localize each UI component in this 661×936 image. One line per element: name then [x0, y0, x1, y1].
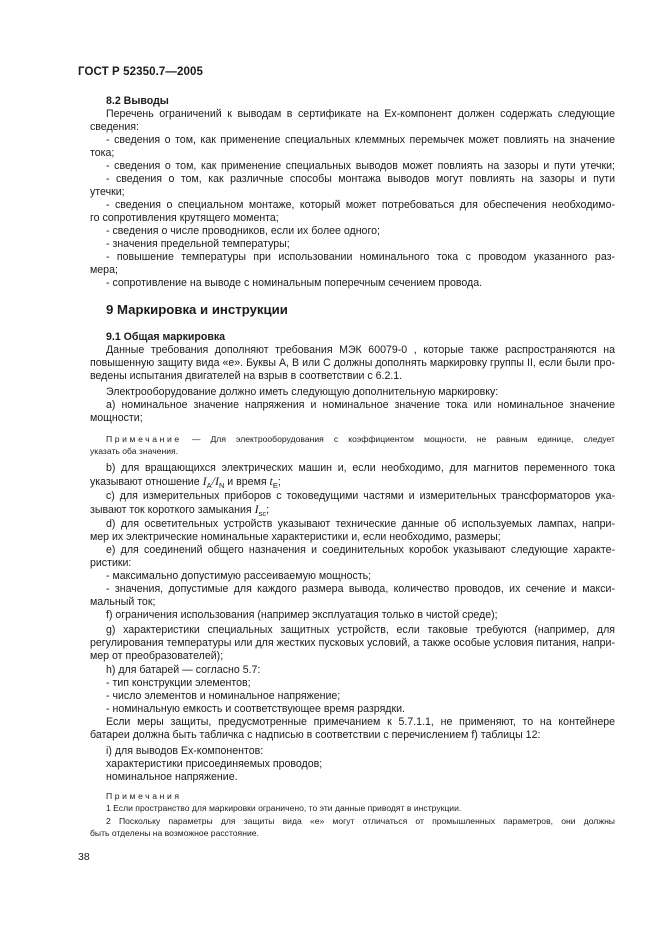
- note-line: [106, 434, 615, 445]
- list-item: - число элементов и номинальное напряжение;: [106, 690, 341, 702]
- text-line: ведены испытания двигателей на взрыв в соответствии с 6.2.1.: [90, 370, 403, 382]
- formula-isc: I: [254, 502, 259, 516]
- notes-heading: Примечания: [106, 791, 182, 801]
- text-fragment: ;: [277, 476, 281, 488]
- list-item: - сопротивление на выводе с номинальным поперечным сечением провода.: [106, 277, 483, 289]
- section-heading-9-1: 9.1 Общая маркировка: [106, 331, 226, 343]
- document-header: ГОСТ Р 52350.7—2005: [78, 66, 203, 78]
- note-line: быть отделены на возможное расстояние.: [90, 828, 259, 838]
- list-item: - сведения о том, как различные способы монтажа выводов могут повлиять на зазоры и пути: [106, 173, 615, 185]
- list-item: f) ограничения использования (например эксплуатация только в чистой среде);: [106, 609, 498, 621]
- formula-subscript: A: [206, 481, 212, 491]
- note-line: указать оба значения.: [90, 446, 179, 456]
- text-line: Электрооборудование должно иметь следующую дополнительную маркировку:: [106, 386, 499, 398]
- text-line: тока;: [90, 147, 115, 159]
- text-line: повышенную защиту вида «е». Буквы А, В или С должны дополнять маркировку группы II, если были про-: [90, 357, 615, 369]
- text-line: мальный ток;: [90, 596, 156, 608]
- text-line: регулирования температуры или для жестких пусковых условий, а также особые условия питания, напри-: [90, 637, 615, 649]
- list-item: - сведения о том, как применение специальных выводов может повлиять на зазоры и пути утечки;: [106, 160, 615, 172]
- text-fragment: и время: [224, 476, 270, 488]
- list-item: - значения предельной температуры;: [106, 238, 290, 250]
- list-item: e) для соединений общего назначения и соединительных коробок указывают следующие характе-: [106, 544, 615, 556]
- text-fragment: зывают ток короткого замыкания: [90, 504, 255, 516]
- list-item: i) для выводов Ех-компонентов:: [106, 745, 264, 757]
- note-line: 2 Поскольку параметры для защиты вида «е» могут отличаться от промышленных параметров, они должны: [106, 816, 615, 826]
- list-item: - повышение температуры при использовании номинального тока с проводом указанного раз-: [106, 251, 615, 263]
- formula-subscript: E: [272, 481, 278, 491]
- list-item: h) для батарей — согласно 5.7:: [106, 664, 261, 676]
- section-heading-8-2: 8.2 Выводы: [106, 95, 169, 107]
- list-item: - номинальную емкость и соответствующее время разрядки.: [106, 703, 405, 715]
- text-line: мера;: [90, 264, 118, 276]
- section-heading-9: 9 Маркировка и инструкции: [106, 302, 288, 317]
- list-item: b) для вращающихся электрических машин и, если необходимо, для магнитов переменного тока: [106, 462, 615, 474]
- list-item: c) для измерительных приборов с токоведущими частями и измерительных трансформаторов ука-: [106, 490, 615, 502]
- text-line: мощности;: [90, 412, 143, 424]
- text-line: ристики:: [90, 557, 132, 569]
- note-text: — Для электрооборудования с коэффициентом мощности, не равным единице, следует: [181, 434, 615, 444]
- text-line: Если меры защиты, предусмотренные примечанием к 5.7.1.1, не применяют, то на контейнере: [106, 716, 615, 728]
- list-item: a) номинальное значение напряжения и номинальное значение тока или номинальное значение: [106, 399, 615, 411]
- text-fragment: ;: [266, 504, 270, 516]
- note-line: 1 Если пространство для маркировки ограничено, то эти данные приводят в инструкции.: [106, 803, 462, 813]
- formula-te: t: [269, 474, 273, 488]
- note-label: Примечание: [106, 434, 182, 444]
- text-line: характеристики присоединяемых проводов;: [106, 758, 323, 770]
- list-item: d) для осветительных устройств указывают технические данные об используемых лампах, напри-: [106, 518, 615, 530]
- text-line: го сопротивления крутящего момента;: [90, 212, 279, 224]
- page-number: 38: [78, 851, 90, 863]
- text-line: Перечень ограничений к выводам в сертификате на Ех-компонент должен содержать следующие: [106, 108, 615, 120]
- formula-slash: /: [211, 474, 215, 488]
- text-line: сведения:: [90, 121, 139, 133]
- list-item: - тип конструкции элементов;: [106, 677, 251, 689]
- list-item: - сведения о том, как применение специальных клеммных перемычек может повлиять на значение: [106, 134, 615, 146]
- list-item: - максимально допустимую рассеиваемую мощность;: [106, 570, 372, 582]
- text-line: утечки;: [90, 186, 125, 198]
- list-item: g) характеристики специальных защитных устройств, если таковые требуются (например, для: [106, 624, 615, 636]
- list-item: - значения, допустимые для каждого размера вывода, количество проводов, их сечение и макси-: [106, 583, 615, 595]
- formula-subscript: N: [218, 481, 225, 491]
- text-line: мер от преобразователей);: [90, 650, 224, 662]
- list-item: - сведения о специальном монтаже, который может потребоваться для обеспечения необходимо-: [106, 199, 615, 211]
- text-line: батареи должна быть табличка с надписью в соответствии с перечислением f) таблицы 12:: [90, 729, 541, 741]
- list-item: - сведения о числе проводников, если их более одного;: [106, 225, 380, 237]
- text-line: номинальное напряжение.: [106, 771, 238, 783]
- text-line: Данные требования дополняют требования МЭК 60079-0 , которые также распространяются на: [106, 344, 615, 356]
- formula-subscript: sc: [258, 509, 267, 519]
- text-line: мер их электрические номинальные характеристики и, если необходимо, размеры;: [90, 531, 501, 543]
- text-fragment: указывают отношение: [90, 476, 203, 488]
- formula-in: I: [214, 474, 219, 488]
- formula-ia: I: [202, 474, 207, 488]
